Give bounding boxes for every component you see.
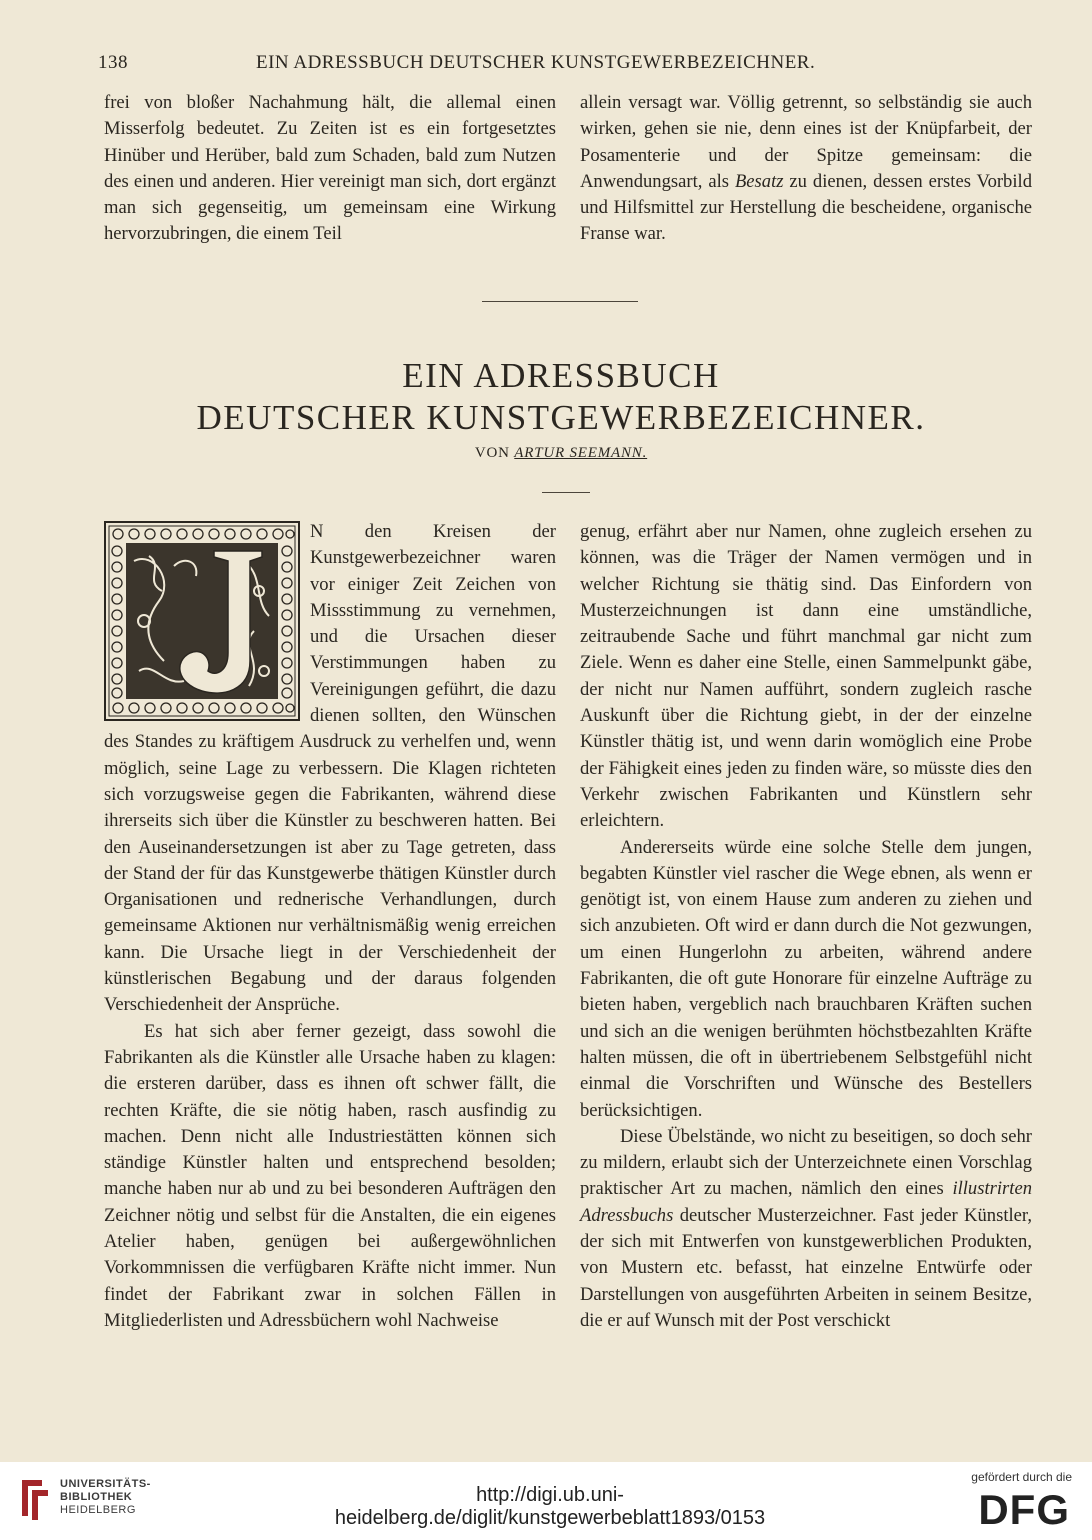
body-right-paragraph-1: genug, erfährt aber nur Namen, ohne zugleich ersehen zu können, was die Träger der Namen vermögen und in welcher Richtung sie thätig sind. Das Einfordern von Musterzeichnungen ist dann eine umständliche, zeitraubende Sache und führt manchmal gar nicht zum Ziele. Wenn es daher eine Stelle, einen Sammelpunkt gäbe, der nicht nur Namen aufführt, sondern zugleich rasche Auskunft über die Richtung giebt, in der der einzelne Künstler thätig ist, und wenn darin womöglich eine Probe der Fähigkeit eines jeden zu finden wäre, so müsste dies den Verkehr zwischen Fabrikanten und Künstlern sehr erleichtern. (580, 521, 1032, 832)
top-right-paragraph (580, 90, 1032, 248)
library-name-line: UNIVERSITÄTS- (60, 1478, 151, 1490)
text-run: zu dienen, dessen erstes Vorbild und Hilfsmittel zur Herstellung die bescheidene, organische Franse war. (580, 170, 1032, 245)
library-name-line: HEIDELBERG (60, 1504, 136, 1516)
ornamental-initial-icon (104, 521, 300, 721)
body-left-paragraph-1: N den Kreisen der Kunstgewerbezeichner waren vor einiger Zeit Zeichen von Missstimmung zu vernehmen, und die Ursachen dieser Verstimmungen haben zu Vereinigungen geführt, die dazu dienen sollten, den Wünschen des Standes zu kräftigem Ausdruck zu verhelfen und, wenn möglich, seine Lage zu verbessern. Die Klagen richteten sich vorzugsweise gegen die Fabrikanten, während diese ihrerseits sich über die Künstler zu beschweren hatten. Bei den Auseinandersetzungen ist aber zu Tage getreten, dass der Stand der für das Kunstgewerbe thätigen Künstler durch Organisationen und rednerische Verhandlungen, durch gemeinsame Aktionen nur verhältnismäßig wenig erreichen kann. Die Ursache liegt in der Verschiedenheit der künstlerischen Begabung und der daraus folgenden Verschiedenheit der Ansprüche. (104, 521, 556, 1016)
dfg-logo: DFG (978, 1486, 1070, 1533)
library-name (60, 1478, 151, 1517)
body-left-column (104, 519, 556, 1334)
body-right-column (580, 519, 1032, 1334)
article-title-line2: DEUTSCHER KUNSTGEWERBEZEICHNER. (196, 398, 926, 437)
byline-prefix: VON (474, 445, 510, 461)
library-name-line: BIBLIOTHEK (60, 1491, 133, 1503)
source-url-link[interactable]: http://digi.ub.uni-heidelberg.de/diglit/kunstgewerbeblatt1893/0153 (334, 1484, 766, 1529)
top-right-column (580, 90, 1032, 248)
body-right-paragraph-2: Andererseits würde eine solche Stelle dem jungen, begabten Künstler viel rascher die Wege ebnen, als wenn er genötigt ist, von einem Hause zum anderen zu ziehen und sich anzubieten. Oft wird er dann durch die Not gezwungen, um einen Hungerlohn zu arbeiten, während andere Fabrikanten, die oft gute Honorare für einzelne Aufträge zu bieten haben, vergeblich nach brauchbaren Kräften suchen und sich an die wenigen berühmten höchstbezahlten Kräfte halten müssen, die oft in übertriebenem Selbstgefühl nicht einmal die Vorschriften und Wünsche des Bestellers berücksichtigen. (580, 836, 1032, 1121)
italic-term: Besatz (734, 170, 784, 192)
text-run: Diese Übelstände, wo nicht zu beseitigen, so doch sehr zu mildern, erlaubt sich der Unterzeichnete einen Vorschlag praktischer Art zu machen, nämlich den eines (580, 1125, 1032, 1200)
section-divider (482, 301, 638, 302)
body-right-paragraph-3 (580, 1124, 1032, 1334)
page-number: 138 (98, 52, 128, 73)
byline (96, 445, 1026, 462)
text-run: allein versagt war. Völlig getrennt, so selbständig sie auch wirken, gehen sie nie, denn eines ist der Knüpfarbeit, der Posamenterie und der Spitze gemeinsam: die Anwendungsart, als (580, 92, 1032, 192)
running-head (98, 52, 1028, 76)
text-run: deutscher Musterzeichner. Fast jeder Künstler, der sich mit Entwerfen von kunstgewerblichen Produkten, von Mustern etc. befasst, hat einzelne Entwürfe oder Darstellungen von ausgeführten Arbeiten in seinem Besitze, die er auf Wunsch mit der Post verschickt (580, 1204, 1032, 1331)
title-divider (542, 492, 590, 493)
running-title: EIN ADRESSBUCH DEUTSCHER KUNSTGEWERBEZEICHNER. (256, 52, 816, 73)
funded-by-label: gefördert durch die (971, 1470, 1072, 1484)
author-name: ARTUR SEEMANN. (514, 445, 648, 461)
body-left-paragraph-2: Es hat sich aber ferner gezeigt, dass sowohl die Fabrikanten als die Künstler alle Ursache haben zu klagen: die ersteren darüber, dass es ihnen oft schwer fällt, die rechten Kräfte, die sie nötig haben, rasch ausfindig zu machen. Denn nicht alle Industriestätten können sich ständige Künstler halten und entsprechend besolden; manche haben nur ab und zu bei besonderen Aufträgen den Zeichner nötig und selbst für die Anstalten, die ein eigenes Atelier haben, genügen bei außergewöhnlichen Vorkommnissen die verfügbaren Kräfte nicht immer. Nun findet der Fabrikant zwar in solchen Fällen in Mitgliederlisten und Adressbüchern wohl Nachweise (104, 1020, 556, 1331)
digitization-footer (0, 1462, 1092, 1540)
top-left-paragraph: frei von bloßer Nachahmung hält, die allemal einen Misserfolg bedeutet. Zu Zeiten ist es ein fortgesetztes Hinüber und Herüber, bald zum Schaden, bald zum Nutzen des einen und anderen. Hier vereinigt man sich, dort ergänzt man sich gegenseitig, um gemeinsam eine Wirkung hervorzubringen, die einem Teil (104, 92, 556, 245)
italic-term: illustrirten Adressbuchs (580, 1178, 1032, 1226)
university-library-logo-icon (18, 1476, 52, 1522)
article-title-line1: EIN ADRESSBUCH (402, 356, 720, 395)
top-left-column (104, 90, 556, 248)
